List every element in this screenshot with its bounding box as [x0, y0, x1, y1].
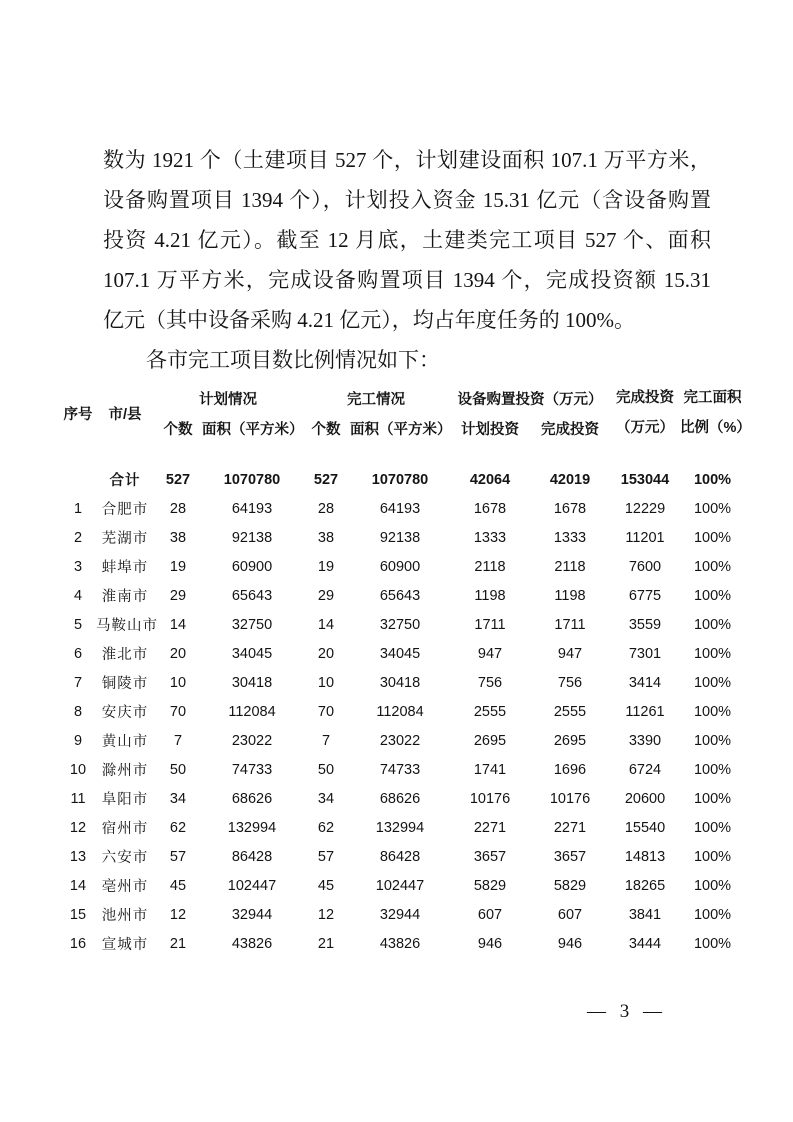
value-cell: 13: [69, 848, 87, 865]
value-cell: 756: [477, 674, 503, 691]
value-cell: 15: [69, 906, 87, 923]
header-plan-invest: 计划投资: [461, 421, 519, 438]
value-cell: 1198: [554, 587, 586, 604]
header-serial: 序号: [63, 406, 93, 423]
header-area-ratio-line1: 完工面积: [683, 390, 742, 406]
header-done-invest-line2: （万元）: [616, 420, 674, 436]
paragraph-line: 107.1 万平方米，完成设备购置项目 1394 个，完成投资额 15.31: [103, 268, 711, 292]
value-cell: 756: [557, 674, 583, 691]
value-cell: 68626: [379, 790, 421, 807]
value-cell: 19: [317, 558, 335, 575]
value-cell: 7301: [628, 645, 662, 662]
value-cell: 1333: [473, 529, 507, 546]
value-cell: 2118: [474, 558, 506, 575]
value-cell: 527: [313, 471, 339, 488]
header-city: 市/县: [108, 406, 142, 423]
value-cell: 62: [317, 819, 335, 836]
city-cell: 淮南市: [101, 589, 149, 605]
value-cell: 64193: [231, 500, 273, 517]
table-row: [60, 697, 745, 726]
value-cell: 100%: [693, 616, 732, 633]
value-cell: [60, 443, 96, 494]
table-row: [60, 871, 745, 900]
header-area-ratio-line2: 比例（%）: [680, 420, 751, 436]
value-cell: 132994: [375, 819, 425, 836]
value-cell: 1: [73, 500, 83, 517]
value-cell: 60900: [379, 558, 421, 575]
value-cell: 1711: [554, 616, 586, 633]
value-cell: 50: [317, 761, 335, 778]
value-cell: 10: [69, 761, 87, 778]
value-cell: 100%: [693, 529, 732, 546]
value-cell: 2555: [473, 703, 507, 720]
value-cell: 43826: [379, 935, 421, 952]
value-cell: 14: [169, 616, 187, 633]
value-cell: 45: [317, 877, 335, 894]
value-cell: 68626: [231, 790, 273, 807]
value-cell: 947: [477, 645, 503, 662]
value-cell: 23022: [379, 732, 421, 749]
value-cell: 92138: [379, 529, 421, 546]
value-cell: 3559: [628, 616, 662, 633]
value-cell: 18265: [624, 877, 666, 894]
value-cell: 1333: [553, 529, 587, 546]
value-cell: 12: [69, 819, 87, 836]
value-cell: 7: [173, 732, 183, 749]
value-cell: 2: [73, 529, 83, 546]
city-cell: 合计: [109, 473, 141, 489]
value-cell: 14: [317, 616, 335, 633]
value-cell: 34: [317, 790, 335, 807]
value-cell: 30418: [231, 674, 273, 691]
value-cell: 23022: [231, 732, 273, 749]
value-cell: 20: [169, 645, 187, 662]
value-cell: 2271: [553, 819, 587, 836]
value-cell: 10176: [469, 790, 511, 807]
value-cell: 28: [169, 500, 187, 517]
value-cell: 12229: [624, 500, 666, 517]
value-cell: 2695: [553, 732, 587, 749]
header-area-ratio: [680, 383, 751, 443]
table-row: [60, 639, 745, 668]
value-cell: 100%: [693, 500, 732, 517]
value-cell: 34045: [379, 645, 421, 662]
city-cell: 池州市: [101, 908, 149, 924]
value-cell: 112084: [228, 703, 276, 720]
value-cell: 7600: [628, 558, 662, 575]
city-cell: 滁州市: [101, 763, 149, 779]
table-row: [60, 900, 745, 929]
value-cell: 32750: [231, 616, 273, 633]
value-cell: 100%: [693, 877, 732, 894]
value-cell: 1070780: [371, 471, 429, 488]
value-cell: 34045: [231, 645, 273, 662]
value-cell: 607: [557, 906, 583, 923]
value-cell: 1711: [474, 616, 506, 633]
value-cell: 100%: [693, 558, 732, 575]
city-cell: 宿州市: [101, 821, 149, 837]
city-cell: 马鞍山市: [96, 618, 158, 634]
value-cell: 4: [73, 587, 83, 604]
value-cell: 100%: [693, 471, 732, 488]
value-cell: 3657: [473, 848, 507, 865]
table-row: [60, 726, 745, 755]
value-cell: 6775: [628, 587, 662, 604]
value-cell: 11261: [625, 703, 665, 720]
table-row: [60, 668, 745, 697]
value-cell: 2695: [473, 732, 507, 749]
city-cell: 淮北市: [101, 647, 149, 663]
value-cell: 14813: [624, 848, 666, 865]
table-row: [60, 842, 745, 871]
value-cell: 1070780: [223, 471, 281, 488]
value-cell: 5829: [553, 877, 587, 894]
value-cell: 102447: [375, 877, 425, 894]
value-cell: 62: [169, 819, 187, 836]
value-cell: 100%: [693, 703, 732, 720]
city-cell: 安庆市: [101, 705, 149, 721]
city-cell: 阜阳市: [101, 792, 149, 808]
value-cell: 946: [557, 935, 583, 952]
city-cell: 宣城市: [101, 937, 149, 953]
value-cell: 7: [321, 732, 331, 749]
value-cell: 32750: [379, 616, 421, 633]
value-cell: 100%: [693, 819, 732, 836]
value-cell: 100%: [693, 732, 732, 749]
value-cell: 1741: [473, 761, 507, 778]
value-cell: 100%: [693, 674, 732, 691]
page-number: — 3 —: [587, 1001, 662, 1022]
value-cell: 3657: [553, 848, 587, 865]
value-cell: 12: [169, 906, 187, 923]
paragraph-line: 投资 4.21 亿元）。截至 12 月底，土建类完工项目 527 个、面积: [103, 228, 711, 252]
value-cell: 100%: [693, 848, 732, 865]
value-cell: 32944: [231, 906, 273, 923]
value-cell: 3414: [628, 674, 662, 691]
value-cell: 64193: [379, 500, 421, 517]
value-cell: 12: [317, 906, 335, 923]
city-cell: 合肥市: [101, 502, 149, 518]
value-cell: 70: [169, 703, 187, 720]
value-cell: 21: [169, 935, 187, 952]
value-cell: 19: [169, 558, 187, 575]
value-cell: 28: [317, 500, 335, 517]
table-header: [60, 383, 751, 443]
value-cell: 100%: [693, 935, 732, 952]
body-paragraph: [103, 140, 711, 380]
value-cell: 74733: [231, 761, 273, 778]
value-cell: 20600: [624, 790, 666, 807]
value-cell: 38: [317, 529, 335, 546]
value-cell: 30418: [379, 674, 421, 691]
value-cell: 1678: [473, 500, 507, 517]
header-done-area: 面积（平方米）: [350, 421, 452, 438]
value-cell: 1678: [553, 500, 587, 517]
header-plan-count: 个数: [163, 421, 193, 438]
value-cell: 20: [317, 645, 335, 662]
header-done-invest-sub: 完成投资: [541, 421, 599, 438]
value-cell: 527: [165, 471, 191, 488]
table-row: [60, 784, 745, 813]
table-row: [60, 494, 745, 523]
value-cell: 16: [69, 935, 87, 952]
paragraph-line: 数为 1921 个（土建项目 527 个，计划建设面积 107.1 万平方米，: [103, 148, 711, 172]
header-done-group: 完工情况: [347, 391, 405, 408]
value-cell: 100%: [693, 645, 732, 662]
value-cell: 11: [70, 790, 86, 807]
value-cell: 3444: [628, 935, 662, 952]
city-cell: 黄山市: [101, 734, 149, 750]
value-cell: 70: [317, 703, 335, 720]
value-cell: 100%: [693, 906, 732, 923]
table-body: [60, 443, 745, 958]
value-cell: 3390: [628, 732, 662, 749]
value-cell: 57: [169, 848, 187, 865]
header-done-invest-line1: 完成投资: [616, 390, 674, 406]
value-cell: 60900: [231, 558, 273, 575]
value-cell: 100%: [693, 761, 732, 778]
value-cell: 607: [477, 906, 503, 923]
value-cell: 9: [73, 732, 83, 749]
value-cell: 57: [317, 848, 335, 865]
value-cell: 946: [477, 935, 503, 952]
value-cell: 74733: [379, 761, 421, 778]
value-cell: 947: [557, 645, 583, 662]
paragraph-line: 设备购置项目 1394 个），计划投入资金 15.31 亿元（含设备购置: [103, 188, 711, 212]
value-cell: 29: [317, 587, 335, 604]
table-row: [60, 755, 745, 784]
value-cell: 86428: [379, 848, 421, 865]
value-cell: 45: [169, 877, 187, 894]
value-cell: 10: [169, 674, 187, 691]
city-completion-table: [60, 383, 751, 958]
value-cell: 42064: [469, 471, 511, 488]
value-cell: 32944: [379, 906, 421, 923]
value-cell: 43826: [231, 935, 273, 952]
header-equip-group: 设备购置投资（万元）: [457, 391, 603, 408]
paragraph-line: 亿元（其中设备采购 4.21 亿元），均占年度任务的 100%。: [103, 308, 635, 332]
value-cell: 29: [169, 587, 187, 604]
value-cell: 100%: [693, 790, 732, 807]
value-cell: 1696: [553, 761, 587, 778]
table-row: [60, 523, 745, 552]
table-total-row: [60, 443, 745, 494]
value-cell: 21: [317, 935, 335, 952]
header-done-invest: [610, 383, 680, 443]
value-cell: 5: [73, 616, 83, 633]
value-cell: 5829: [473, 877, 507, 894]
value-cell: 153044: [620, 471, 670, 488]
value-cell: 2555: [553, 703, 587, 720]
city-cell: 亳州市: [101, 879, 149, 895]
value-cell: 102447: [227, 877, 277, 894]
value-cell: 112084: [376, 703, 424, 720]
value-cell: 10176: [549, 790, 591, 807]
city-cell: 铜陵市: [101, 676, 149, 692]
header-plan-area: 面积（平方米）: [202, 421, 304, 438]
header-done-count: 个数: [311, 421, 341, 438]
value-cell: 92138: [231, 529, 273, 546]
table-row: [60, 581, 745, 610]
value-cell: 2118: [554, 558, 586, 575]
table-row: [60, 552, 745, 581]
paragraph-line: 各市完工项目数比例情况如下：: [146, 348, 440, 372]
value-cell: 65643: [379, 587, 421, 604]
table-row: [60, 813, 745, 842]
city-cell: 蚌埠市: [101, 560, 149, 576]
value-cell: 38: [169, 529, 187, 546]
value-cell: 10: [317, 674, 335, 691]
table-row: [60, 929, 745, 958]
value-cell: 1198: [474, 587, 506, 604]
value-cell: 65643: [231, 587, 273, 604]
table-row: [60, 610, 745, 639]
header-plan-group: 计划情况: [199, 391, 257, 408]
value-cell: 14: [69, 877, 87, 894]
value-cell: 132994: [227, 819, 277, 836]
value-cell: 15540: [624, 819, 666, 836]
value-cell: 7: [73, 674, 83, 691]
value-cell: 8: [73, 703, 83, 720]
city-cell: 六安市: [101, 850, 149, 866]
value-cell: 34: [169, 790, 187, 807]
value-cell: 3: [73, 558, 83, 575]
value-cell: 11201: [625, 529, 665, 546]
value-cell: 3841: [628, 906, 662, 923]
value-cell: 100%: [693, 587, 732, 604]
value-cell: 2271: [473, 819, 507, 836]
value-cell: 42019: [549, 471, 591, 488]
value-cell: 50: [169, 761, 187, 778]
city-cell: 芜湖市: [101, 531, 149, 547]
value-cell: 6: [73, 645, 83, 662]
value-cell: 86428: [231, 848, 273, 865]
value-cell: 6724: [628, 761, 662, 778]
